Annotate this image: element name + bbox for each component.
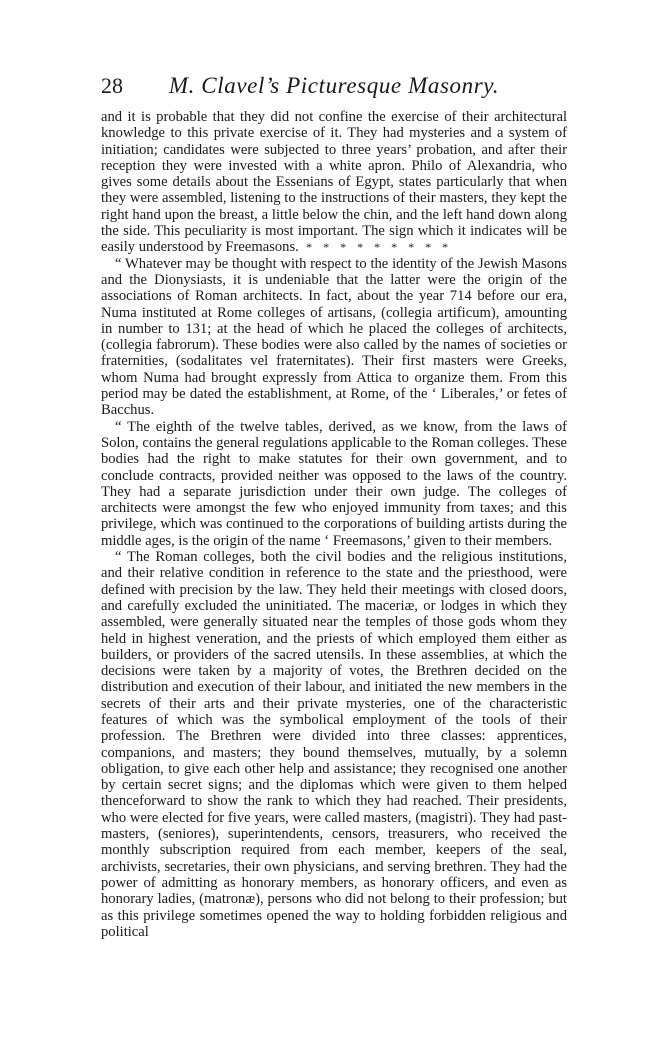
paragraph: “ The Roman colleges, both the civil bodies and the religious institutions, and their relative condition in reference to the state and the priesthood, were defined with precision by the law. They held their meetings with closed doors, and carefully excluded the uninitiated. The maceriæ, or lodges in which they assembled, were generally situated near the temples of those gods whom they held in highest veneration, and the priests of which employed them either as builders, or providers of the sacred utensils. In these assemblies, at which the decisions were taken by a majority of votes, the Brethren decided on the distribution and execution of their labour, and initiated the new members in the secrets of their arts and their private mysteries, one of the characteristic features of which was the symbolical employment of the tools of their profession. The Brethren were divided into three classes: apprentices, companions, and masters; they bound themselves, mutually, by a solemn obligation, to give each other help and assistance; they recognised one another by certain secret signs; and the diplomas which were given to them helped thenceforward to show the rank to which they had reached. Their presidents, who were elected for five years, were called masters, (magistri). They had past-masters, (seniores), superintendents, censors, treasurers, who received the monthly subscription required from each member, keepers of the seal, archivists, secretaries, their own physicians, and serving brethren. They had the power of admitting as honorary members, as honorary officers, and even as honorary ladies, (matronæ), persons who did not belong to their profession; but as this privilege sometimes opened the way to holding forbidden religious and political	[101, 549, 567, 940]
page-number: 28	[101, 73, 123, 98]
paragraph: “ The eighth of the twelve tables, derived, as we know, from the laws of Solon, contains the general regulations applicable to the Roman colleges. These bodies had the right to make statutes for their own government, and to conclude contracts, provided neither was opposed to the laws of the country. They had a separate jurisdiction under their own judge. The colleges of architects were amongst the few who enjoyed immunity from taxes; and this privilege, which was continued to the corporations of building artists during the middle ages, is the origin of the name ‘ Freemasons,’ given to their members.	[101, 418, 567, 549]
paragraph-text: and it is probable that they did not confine the exercise of their architectural knowledge to this private exercise of it. They had mysteries and a system of initiation; candidates were subjected to three years’ probation, and after their reception they were invested with a white apron. Philo of Alexandria, who gives some details about the Essenians of Egypt, states particularly that when they were assembled, listening to the instructions of their masters, they kept the right hand upon the breast, a little below the chin, and the left hand down along the side. This peculiarity is most important. The sign which it indicates will be easily understood by Freemasons.	[101, 109, 567, 256]
body-text	[101, 109, 567, 940]
paragraph	[101, 109, 567, 256]
page-header	[101, 72, 567, 104]
section-stars: * * * * * * * * *	[306, 240, 453, 255]
paragraph: “ Whatever may be thought with respect to the identity of the Jewish Masons and the Dionysiasts, it is undeniable that the latter were the origin of the associations of Roman architects. In fact, about the year 714 before our era, Numa instituted at Rome colleges of artisans, (collegia artificum), amounting in number to 131; at the head of which he placed the colleges of architects, (collegia fabrorum). These bodies were also called by the names of societies or fraternities, (sodalitates vel fraternitates). Their first masters were Greeks, whom Numa had brought expressly from Attica to organize them. From this period may be dated the establishment, at Rome, of the ‘ Liberales,’ or fetes of Bacchus.	[101, 255, 567, 419]
running-title: M. Clavel’s Picturesque Masonry.	[168, 73, 500, 98]
